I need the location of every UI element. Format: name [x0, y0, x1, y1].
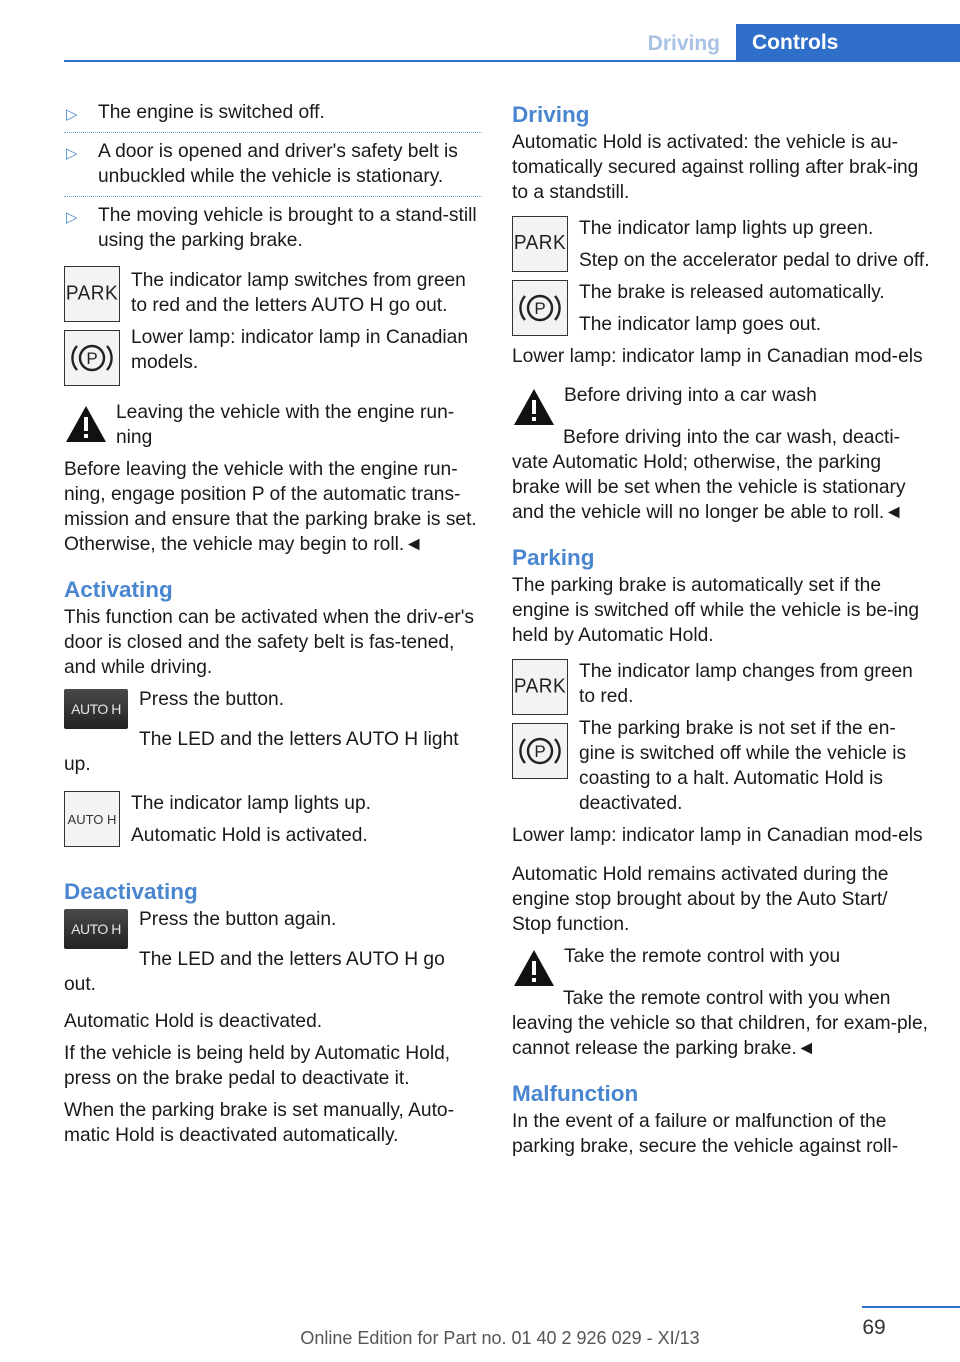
- warning-body: Before driving into the car wash, deacti-vate Automatic Hold; otherwise, the parking brake will be set when the vehicle is stationary and the vehicle will no longer be able to roll.◄: [512, 427, 906, 523]
- warning-block: [512, 383, 932, 427]
- paragraph: In the event of a failure or malfunction of the parking brake, secure the vehicle against roll-: [512, 1111, 899, 1157]
- warning-body: Take the remote control with you when leaving the vehicle so that children, for exam-ple, cannot release the parking brake.◄: [512, 988, 928, 1059]
- warning-title: Before driving into a car wash: [564, 385, 817, 406]
- page-number: 69: [862, 1316, 886, 1339]
- paragraph: The LED and the letters AUTO H go out.: [64, 949, 445, 995]
- paragraph: The LED and the letters AUTO H light up.: [64, 729, 459, 775]
- lamp-block: PARK P The indicator lamp lights up green. Step on the accelerator pedal to drive off. The brake is released automatically. The indicator lamp goes out.: [513, 218, 930, 335]
- auto-h-button-icon: AUTO H: [64, 689, 128, 729]
- parking-brake-lamp-icon: [64, 330, 120, 386]
- auto-h-button-block: AUTO H Press the button again.: [64, 907, 482, 949]
- warning-body: Before leaving the vehicle with the engine run-ning, engage position P of the automatic trans-mission and ensure that the parking brake is set. Otherwise, the vehicle may begin to roll.◄: [64, 459, 477, 555]
- header-rule: [64, 60, 960, 62]
- lamp-text: The indicator lamp switches from green to red and the letters AUTO H go out.: [131, 270, 466, 316]
- warning-block: [64, 400, 482, 457]
- auto-h-lamp-icon: AUTO H: [64, 791, 120, 847]
- paragraph: Lower lamp: indicator lamp in Canadian mod-els: [512, 346, 923, 367]
- edition-footer: Online Edition for Part no. 01 40 2 926 029 - XI/13: [300, 1328, 700, 1348]
- section-heading: Malfunction: [512, 1081, 639, 1106]
- lamp-block: [64, 262, 482, 386]
- warning-title: Take the remote control with you: [564, 946, 841, 967]
- auto-h-lamp-block: AUTO H The indicator lamp lights up. Automatic Hold is activated.: [64, 791, 482, 855]
- header-chapter: Controls: [736, 24, 960, 62]
- warning-icon: [64, 404, 108, 444]
- paragraph: This function can be activated when the driv-er's door is closed and the safety belt is fas-tened, and while driving.: [64, 607, 475, 678]
- list-item: ▷ The engine is switched off.: [64, 100, 482, 132]
- condition-list: [64, 100, 482, 260]
- section-heading: Deactivating: [64, 879, 198, 904]
- lamp-block: PARK P The indicator lamp changes from green to red. The parking brake is not set if the en-gine is switched off while the vehicle is coasting to a halt. Automatic Hold is deactivated.: [513, 661, 913, 814]
- auto-h-button-block: AUTO H Press the button.: [64, 687, 482, 729]
- page-header: [0, 0, 960, 62]
- paragraph: Automatic Hold remains activated during the engine stop brought about by the Auto Start/ Stop function.: [512, 864, 889, 935]
- paragraph: Automatic Hold is deactivated.: [64, 1011, 323, 1032]
- footer-rule: [862, 1306, 960, 1308]
- svg-text:P: P: [86, 349, 98, 368]
- section-heading: Driving: [512, 102, 590, 127]
- paragraph: The parking brake is automatically set if the engine is switched off while the vehicle is be-ing held by Automatic Hold.: [512, 575, 920, 646]
- svg-text:P: P: [534, 299, 546, 318]
- right-column: [512, 100, 932, 1166]
- parking-brake-lamp-icon: [512, 723, 568, 779]
- list-item: ▷ A door is opened and driver's safety belt is unbuckled while the vehicle is stationary.: [64, 132, 482, 196]
- paragraph: If the vehicle is being held by Automatic Hold, press on the brake pedal to deactivate it.: [64, 1043, 451, 1089]
- triangle-bullet-icon: ▷: [66, 145, 78, 162]
- lamp-text: Lower lamp: indicator lamp in Canadian models.: [131, 327, 469, 373]
- warning-icon: [512, 387, 556, 427]
- paragraph: When the parking brake is set manually, Auto-matic Hold is deactivated automatically.: [64, 1100, 454, 1146]
- svg-text:P: P: [534, 742, 546, 761]
- header-section: Driving: [647, 32, 720, 55]
- warning-icon: [512, 948, 556, 988]
- left-column: [64, 100, 482, 1155]
- warning-block: [512, 944, 932, 988]
- warning-title: Leaving the vehicle with the engine run-ning: [116, 402, 455, 448]
- triangle-bullet-icon: ▷: [66, 106, 78, 123]
- section-heading: Parking: [512, 545, 595, 570]
- parking-brake-lamp-icon: [512, 280, 568, 336]
- section-heading: Activating: [64, 577, 173, 602]
- paragraph: Lower lamp: indicator lamp in Canadian mod-els: [512, 825, 923, 846]
- park-lamp-icon: PARK: [64, 266, 120, 322]
- list-item: ▷ The moving vehicle is brought to a stand-still using the parking brake.: [64, 196, 482, 260]
- auto-h-button-icon: AUTO H: [64, 909, 128, 949]
- triangle-bullet-icon: ▷: [66, 209, 78, 226]
- paragraph: Automatic Hold is activated: the vehicle is au-tomatically secured against rolling after brak-ing to a standstill.: [512, 132, 919, 203]
- park-lamp-icon: PARK: [512, 659, 568, 715]
- park-lamp-icon: PARK: [512, 216, 568, 272]
